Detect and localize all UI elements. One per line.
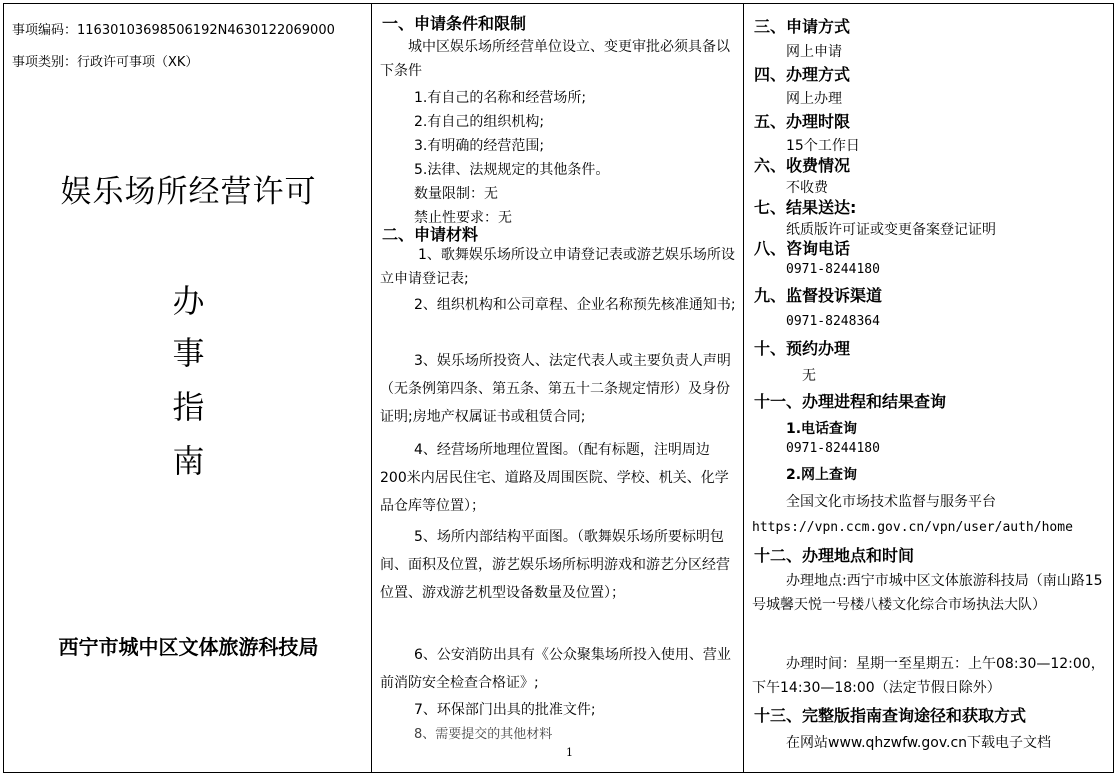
office-address: 办理地点:西宁市城中区文体旅游科技局（南山路15号城馨天悦一号楼八楼文化综合市场执法大队） <box>752 573 1103 613</box>
material-2: 2、组织机构和公司章程、企业名称预先核准通知书; <box>414 297 736 313</box>
phone-query-label: 1.电话查询 <box>786 421 858 437</box>
appointment-value: 无 <box>802 368 816 384</box>
office-hours: 办理时间：星期一至星期五：上午08:30—12:00，下午14:30—18:00（法定节假日除外） <box>752 656 1105 696</box>
condition-5: 5.法律、法规规定的其他条件。 <box>414 162 610 178</box>
fee-info: 不收费 <box>786 180 828 196</box>
guide-char-3: 指 <box>172 388 205 426</box>
material-6: 6、公安消防出具有《公众聚集场所投入使用、营业前消防安全检查合格证》; <box>380 647 731 691</box>
section-11-title: 十一、办理进程和结果查询 <box>754 392 947 411</box>
section-8-title: 八、咨询电话 <box>754 239 851 258</box>
section-5-title: 五、办理时限 <box>754 112 851 131</box>
item-type: 事项类别：行政许可事项（XK） <box>12 55 199 70</box>
forbidden-requirement: 禁止性要求：无 <box>414 210 512 226</box>
section-10-title: 十、预约办理 <box>754 339 851 358</box>
material-1: 1、歌舞娱乐场所设立申请登记表或游艺娱乐场所设立申请登记表; <box>380 247 735 287</box>
permit-title: 娱乐场所经营许可 <box>60 174 317 210</box>
item-code: 事项编码：11630103698506192N4630122069000 <box>12 23 335 38</box>
condition-2: 2.有自己的组织机构; <box>414 114 545 130</box>
guide-char-4: 南 <box>172 442 205 480</box>
middle-column <box>372 3 744 773</box>
section-12-title: 十二、办理地点和时间 <box>754 546 915 565</box>
section-1-title: 一、申请条件和限制 <box>382 14 527 33</box>
consult-phone: 0971-8244180 <box>786 262 880 277</box>
section-13-title: 十三、完整版指南查询途径和获取方式 <box>754 706 1027 725</box>
page-number: 1 <box>566 746 573 759</box>
material-7: 7、环保部门出具的批准文件; <box>414 702 596 718</box>
section-3-title: 三、申请方式 <box>754 17 851 36</box>
apply-method: 网上申请 <box>786 44 842 60</box>
left-column <box>3 3 372 773</box>
platform-name: 全国文化市场技术监督与服务平台 <box>786 494 996 510</box>
material-3: 3、娱乐场所投资人、法定代表人或主要负责人声明（无条例第四条、第五条、第五十二条规定情形）及身份证明;房地产权属证书或租赁合同; <box>380 353 731 425</box>
time-limit: 15个工作日 <box>786 138 860 154</box>
issuing-organization: 西宁市城中区文体旅游科技局 <box>58 635 319 659</box>
handle-method: 网上办理 <box>786 91 842 107</box>
online-query-label: 2.网上查询 <box>786 467 858 483</box>
guide-char-2: 事 <box>172 334 205 372</box>
complaint-phone: 0971-8248364 <box>786 314 880 329</box>
section-6-title: 六、收费情况 <box>754 156 851 175</box>
download-info: 在网站www.qhzwfw.gov.cn下载电子文档 <box>786 735 1052 751</box>
guide-char-1: 办 <box>172 282 205 320</box>
section-7-title: 七、结果送达: <box>754 198 857 217</box>
section-9-title: 九、监督投诉渠道 <box>754 286 883 305</box>
right-column <box>744 3 1114 773</box>
section-4-title: 四、办理方式 <box>754 65 851 84</box>
material-5: 5、场所内部结构平面图。（歌舞娱乐场所要标明包间、面积及位置，游艺娱乐场所标明游戏和游艺分区经营位置、游戏游艺机型设备数量及位置）； <box>380 529 730 601</box>
query-url-link[interactable]: https://vpn.ccm.gov.cn/vpn/user/auth/home <box>752 520 1073 535</box>
section-2-title: 二、申请材料 <box>382 225 479 244</box>
result-delivery: 纸质版许可证或变更备案登记证明 <box>786 222 996 238</box>
query-phone: 0971-8244180 <box>786 441 880 456</box>
quantity-limit: 数量限制：无 <box>414 186 498 202</box>
material-8: 8、需要提交的其他材料 <box>414 727 553 742</box>
condition-3: 3.有明确的经营范围; <box>414 138 545 154</box>
section-1-intro: 城中区娱乐场所经营单位设立、变更审批必须具备以下条件 <box>380 39 730 79</box>
condition-1: 1.有自己的名称和经营场所; <box>414 90 587 106</box>
material-4: 4、经营场所地理位置图。（配有标题，注明周边200米内居民住宅、道路及周围医院、学校、机关、化学品仓库等位置）； <box>380 442 729 514</box>
